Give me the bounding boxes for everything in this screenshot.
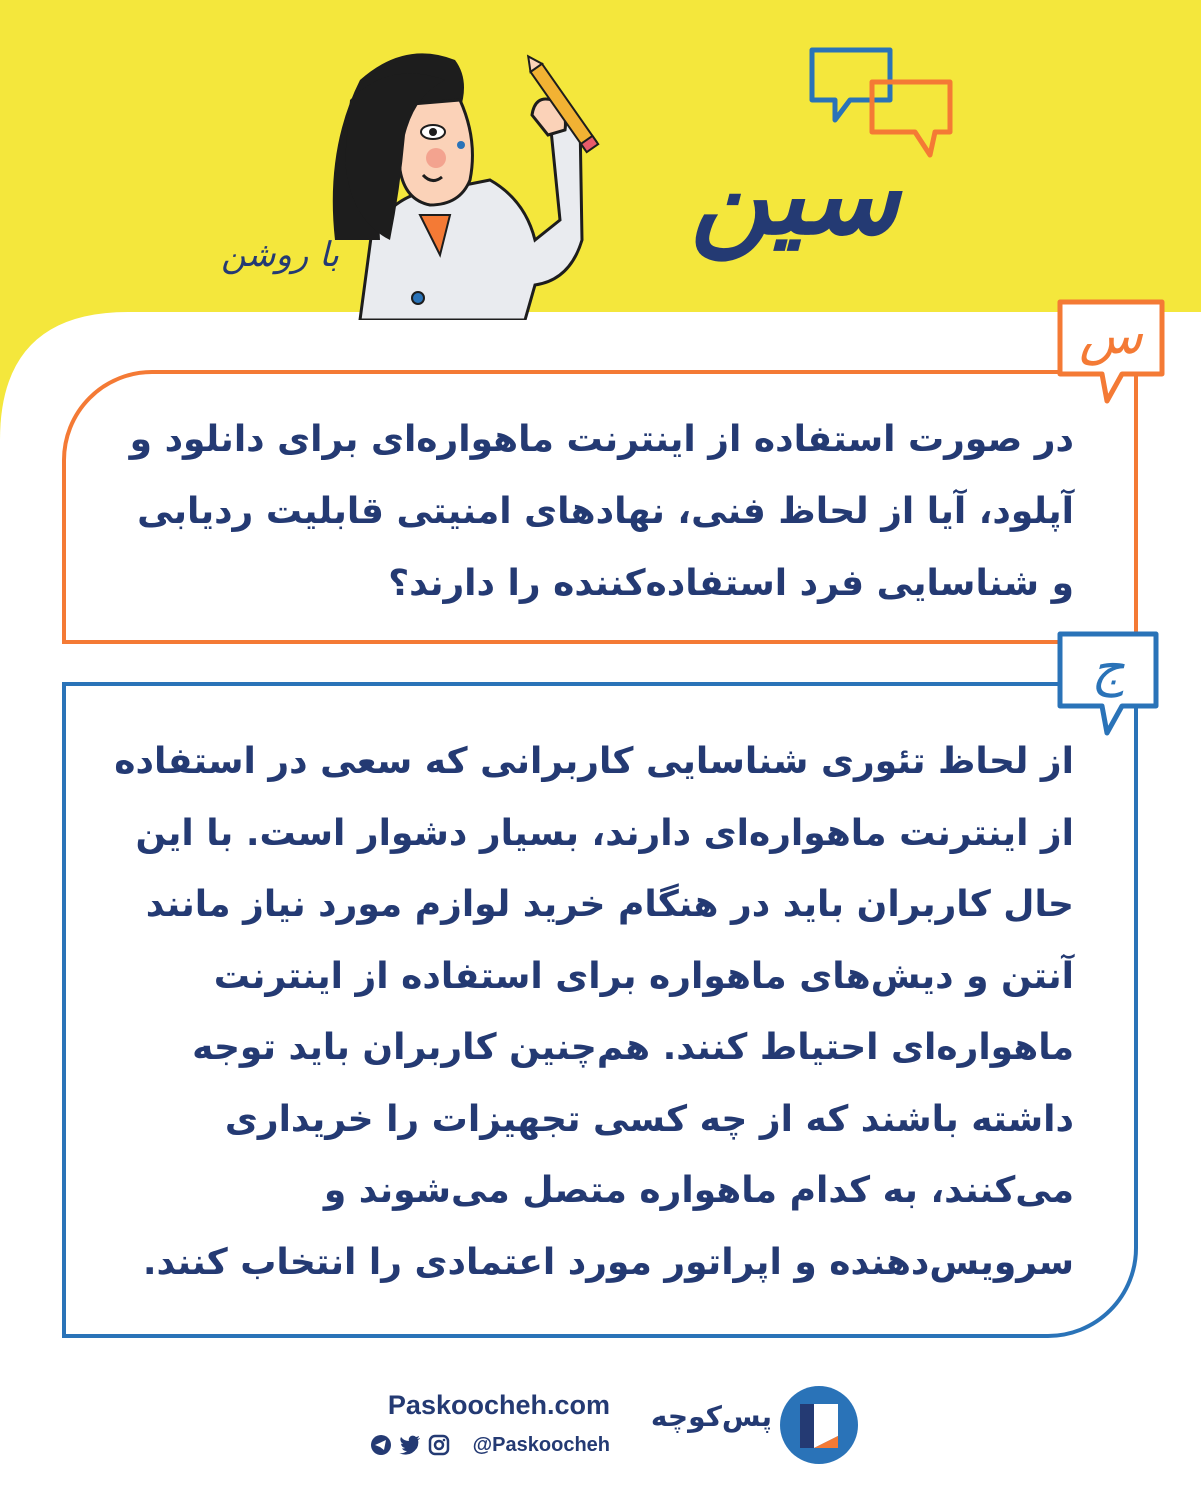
header <box>0 0 1201 320</box>
question-letter: س <box>1079 306 1143 367</box>
instagram-icon[interactable] <box>428 1434 450 1456</box>
answer-card <box>62 682 1138 1338</box>
footer-handle[interactable]: @Paskoocheh <box>472 1434 610 1456</box>
answer-text: از لحاظ تئوری شناسایی کاربرانی که سعی در استفاده از اینترنت ماهواره‌ای دارند، بسیار دشوار است. با این حال کاربران باید در هنگام خرید لوازم مورد نیاز مانند آنتن و دیش‌های ماهواره برای استفاده از اینترنت ماهواره‌ای احتیاط کنند. هم‌چنین کاربران باید توجه داشته باشند که از چه کسی تجهیزات را خریداری می‌کنند، به کدام ماهواره متصل می‌شوند و سرویس‌دهنده و اپراتور مورد اعتمادی را انتخاب کنند. <box>114 741 1074 1283</box>
twitter-icon[interactable] <box>398 1434 422 1456</box>
question-card <box>62 370 1138 644</box>
title-artwork <box>600 40 1000 290</box>
question-bubble <box>1052 296 1170 408</box>
paskoocheh-logo-icon <box>778 1384 860 1466</box>
telegram-icon[interactable] <box>370 1434 392 1456</box>
footer-website[interactable]: Paskoocheh.com <box>387 1390 610 1420</box>
answer-bubble <box>1052 628 1164 740</box>
brand-name: پس‌کوچه <box>650 1400 772 1433</box>
signature: با روشن <box>221 235 339 275</box>
answer-letter: ج <box>1091 638 1125 699</box>
title-text: سین <box>690 130 900 259</box>
character-illustration <box>320 40 600 320</box>
social-icons <box>360 1432 450 1458</box>
question-text: در صورت استفاده از اینترنت ماهواره‌ای برای دانلود و آپلود، آیا از لحاظ فنی، نهادهای امنیتی قابلیت ردیابی و شناسایی فرد استفاده‌کننده را دارند؟ <box>129 419 1074 604</box>
